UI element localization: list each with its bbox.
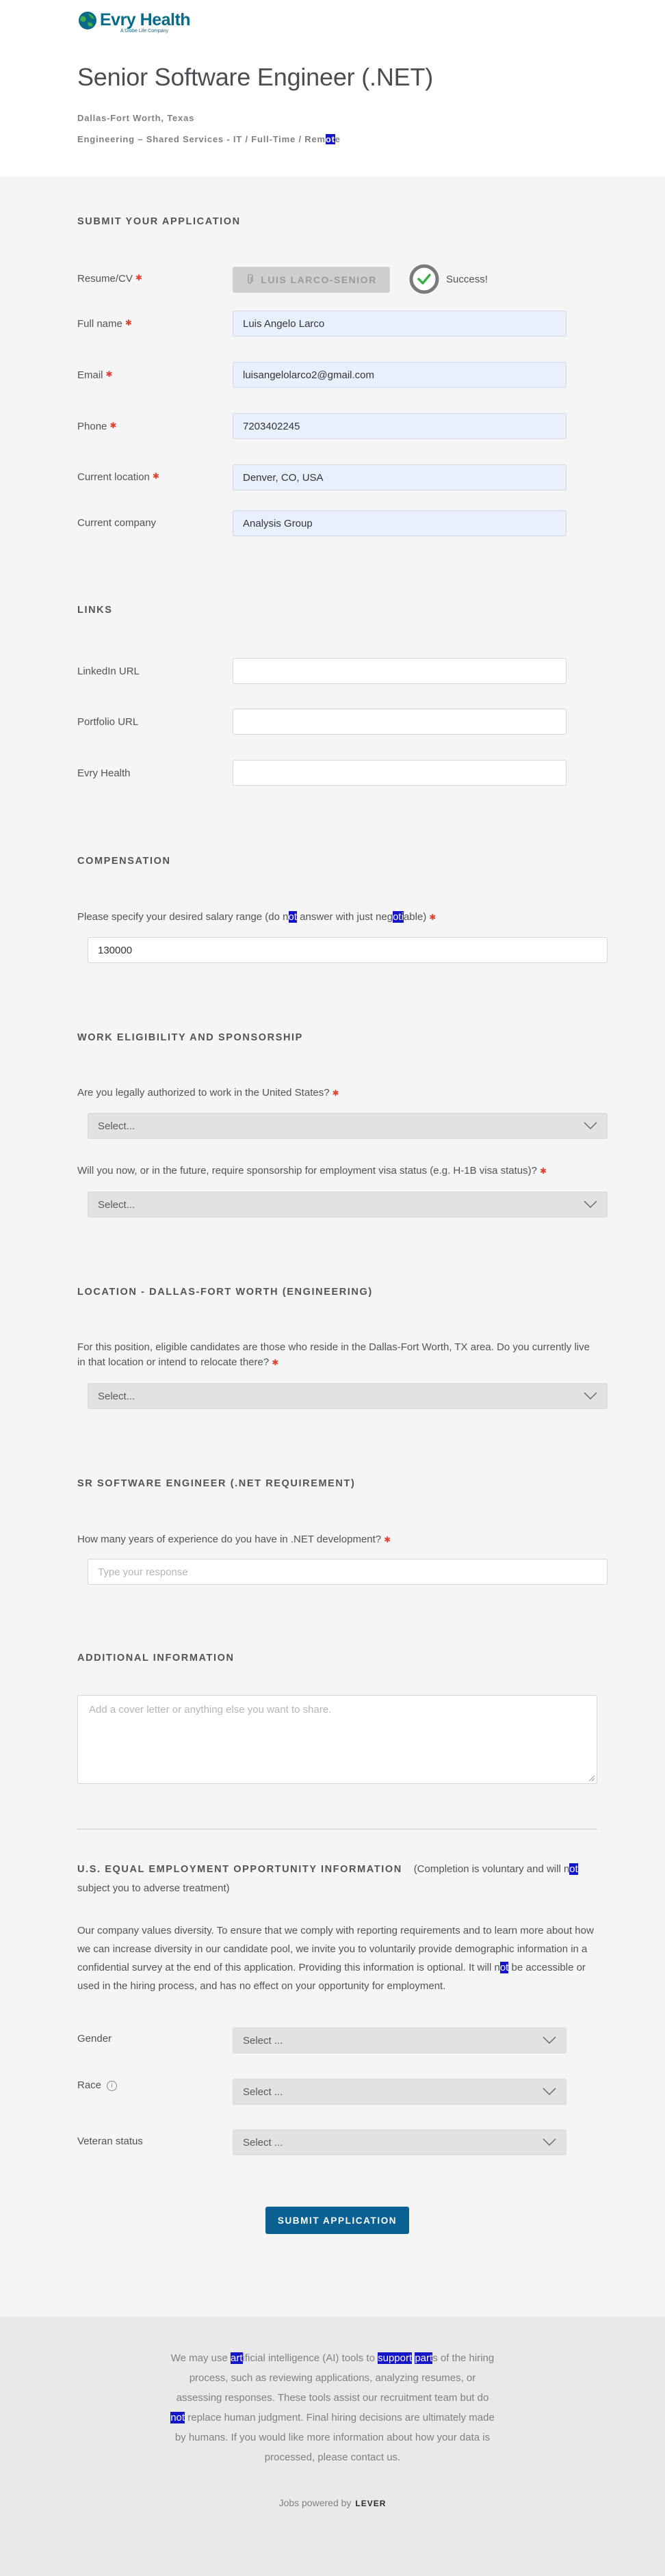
select-value: Select ... <box>243 2034 283 2047</box>
required-marker: ✱ <box>384 1535 391 1545</box>
full-name-label <box>77 318 132 330</box>
evry-health-input[interactable] <box>233 760 566 786</box>
full-name-label-text: Full name <box>77 318 122 330</box>
salary-q-text: Please specify your desired salary range (do n <box>77 911 289 923</box>
section-title-compensation: COMPENSATION <box>77 856 171 867</box>
veteran-status-select[interactable] <box>233 2129 566 2155</box>
veteran-status-label: Veteran status <box>77 2135 143 2147</box>
highlight: ot <box>288 911 298 923</box>
portfolio-label: Portfolio URL <box>77 716 139 728</box>
footer-text: ificial intelligence (AI) tools to <box>242 2352 378 2364</box>
email-input[interactable]: luisangelolarco2@gmail.com <box>233 362 566 388</box>
footer-text: replace human judgment. Final hiring decisions are ultimately made by humans. If you would like more information about how your data is processed, please contact us. <box>174 2412 495 2463</box>
posting-title: Senior Software Engineer (.NET) <box>77 63 434 91</box>
required-marker: ✱ <box>109 421 117 430</box>
resume-label-text: Resume/CV <box>77 273 133 285</box>
categories-suffix: e <box>335 134 341 144</box>
eeo-para-text: Our company values diversity. To ensure that we comply with reporting requirements and to learn more about how we can increase diversity in our candidate pool, we invite you to voluntarily provide demographic information in a confidential survey at the end of this application. Providing this information is optional. It will n <box>77 1925 594 1973</box>
select-value: Select... <box>98 1120 135 1132</box>
sponsorship-select[interactable] <box>88 1192 608 1218</box>
upload-status: Success! <box>446 274 488 285</box>
success-check-icon <box>408 263 440 295</box>
placeholder-text: Type your response <box>98 1566 188 1578</box>
section-title-net-requirement: SR SOFTWARE ENGINEER (.NET REQUIREMENT) <box>77 1478 356 1489</box>
highlight: oti <box>393 911 404 923</box>
chevron-down-icon <box>543 2036 556 2045</box>
posting-categories <box>77 134 341 144</box>
chevron-down-icon <box>543 2138 556 2146</box>
section-title-location: LOCATION - DALLAS-FORT WORTH (ENGINEERING) <box>77 1287 373 1298</box>
placeholder-text: Add a cover letter or anything else you want to share. <box>89 1704 332 1716</box>
powered-by-text: Jobs powered by <box>278 2497 352 2508</box>
net-experience-question <box>77 1532 597 1547</box>
required-marker: ✱ <box>429 912 436 922</box>
salary-input[interactable]: 130000 <box>88 937 608 963</box>
current-location-label <box>77 471 159 483</box>
required-marker: ✱ <box>332 1088 339 1098</box>
current-location-label-text: Current location <box>77 471 150 483</box>
current-location-input[interactable]: Denver, CO, USA <box>233 464 566 490</box>
linkedin-label: LinkedIn URL <box>77 666 140 677</box>
resume-filename: LUIS LARCO-SENIOR <box>261 274 377 285</box>
net-q-text: How many years of experience do you have in .NET development? <box>77 1534 382 1545</box>
required-marker: ✱ <box>125 318 132 328</box>
select-value: Select... <box>98 1390 135 1402</box>
work-auth-q-text: Are you legally authorized to work in the United States? <box>77 1087 330 1099</box>
chevron-down-icon <box>584 1122 597 1130</box>
relocation-select[interactable] <box>88 1383 608 1409</box>
ai-disclosure <box>168 2348 497 2467</box>
gender-label: Gender <box>77 2033 112 2045</box>
submit-application-button[interactable]: SUBMIT APPLICATION <box>265 2207 409 2234</box>
required-marker: ✱ <box>539 1166 547 1176</box>
chevron-down-icon <box>543 2088 556 2096</box>
gender-select[interactable] <box>233 2027 566 2053</box>
sponsorship-question <box>77 1164 597 1179</box>
company-logo[interactable] <box>77 10 190 38</box>
resize-handle-icon[interactable] <box>588 1775 595 1782</box>
phone-input[interactable]: 7203402245 <box>233 413 566 439</box>
eeo-paragraph <box>77 1921 601 1995</box>
section-title-application: SUBMIT YOUR APPLICATION <box>77 216 241 227</box>
race-label-text: Race <box>77 2079 102 2091</box>
resume-label <box>77 273 142 285</box>
section-divider <box>77 1828 597 1830</box>
footer-text: s of the hiring process, such as reviewing applications, analyzing resumes, or assessing responses. These tools assist our recruitment team but do <box>176 2352 495 2404</box>
highlight: ot <box>499 1962 509 1973</box>
posting-location: Dallas-Fort Worth, Texas <box>77 113 195 123</box>
posting-header <box>0 0 665 176</box>
current-company-label: Current company <box>77 517 157 529</box>
lever-logo[interactable]: LEVER <box>355 2499 387 2508</box>
required-marker: ✱ <box>135 273 142 282</box>
brand-name: Evry Health <box>100 10 191 29</box>
select-value: Select ... <box>243 2086 283 2098</box>
required-marker: ✱ <box>105 369 113 379</box>
brand-tagline: A Globe Life Company <box>120 29 169 34</box>
cover-letter-textarea[interactable] <box>77 1695 597 1784</box>
linkedin-input[interactable] <box>233 658 566 684</box>
section-title-eeo <box>77 1860 611 1898</box>
salary-q-text: answer with just neg <box>297 911 393 923</box>
eeo-note-text: (Completion is voluntary and will n <box>413 1863 570 1875</box>
eeo-title-text: U.S. EQUAL EMPLOYMENT OPPORTUNITY INFORMATION <box>77 1864 402 1875</box>
net-experience-input[interactable] <box>88 1559 608 1585</box>
sponsorship-q-text: Will you now, or in the future, require sponsorship for employment visa status (e.g. H-1B visa status)? <box>77 1165 537 1177</box>
work-authorization-question <box>77 1086 597 1101</box>
portfolio-input[interactable] <box>233 709 566 735</box>
resume-upload-button[interactable] <box>233 267 390 293</box>
categories-text: Engineering – Shared Services - IT / Full-Time / Rem <box>77 134 326 144</box>
full-name-input[interactable]: Luis Angelo Larco <box>233 311 566 337</box>
salary-q-text: able) <box>403 911 427 923</box>
paperclip-icon <box>246 274 254 285</box>
relocation-q-text: For this position, eligible candidates are those who reside in the Dallas-Fort Worth, TX area. Do you currently live in that location or intend to relocate there? <box>77 1341 590 1368</box>
phone-label <box>77 421 116 432</box>
eeo-note-line2: subject you to adverse treatment) <box>77 1882 230 1894</box>
highlight: support <box>378 2352 413 2364</box>
required-marker: ✱ <box>152 471 159 481</box>
section-title-links: LINKS <box>77 605 113 616</box>
highlight: part <box>415 2352 433 2364</box>
highlight: ot <box>325 134 335 144</box>
phone-label-text: Phone <box>77 421 107 432</box>
select-value: Select... <box>98 1198 135 1211</box>
highlight: ot <box>569 1863 578 1875</box>
powered-by <box>0 2497 665 2508</box>
salary-question <box>77 910 597 925</box>
info-icon[interactable]: i <box>107 2081 117 2091</box>
required-marker: ✱ <box>272 1358 279 1367</box>
select-value: Select ... <box>243 2136 283 2148</box>
globe-icon <box>77 10 98 31</box>
eeo-para-text: be accessible or used in the hiring process, and has no effect on your opportunity for employment. <box>77 1962 586 1992</box>
work-authorization-select[interactable] <box>88 1113 608 1139</box>
chevron-down-icon <box>584 1200 597 1209</box>
chevron-down-icon <box>584 1392 597 1400</box>
email-label-text: Email <box>77 369 103 381</box>
section-title-work-eligibility: WORK ELIGIBILITY AND SPONSORSHIP <box>77 1032 303 1043</box>
race-select[interactable] <box>233 2079 566 2105</box>
email-label <box>77 369 113 381</box>
section-title-additional-info: ADDITIONAL INFORMATION <box>77 1653 235 1664</box>
footer-text: We may use <box>170 2352 231 2364</box>
evry-health-label: Evry Health <box>77 767 131 779</box>
highlight: art <box>231 2352 243 2364</box>
race-label <box>77 2079 117 2091</box>
current-company-input[interactable]: Analysis Group <box>233 510 566 536</box>
relocation-question <box>77 1340 597 1370</box>
highlight: not <box>170 2412 185 2423</box>
